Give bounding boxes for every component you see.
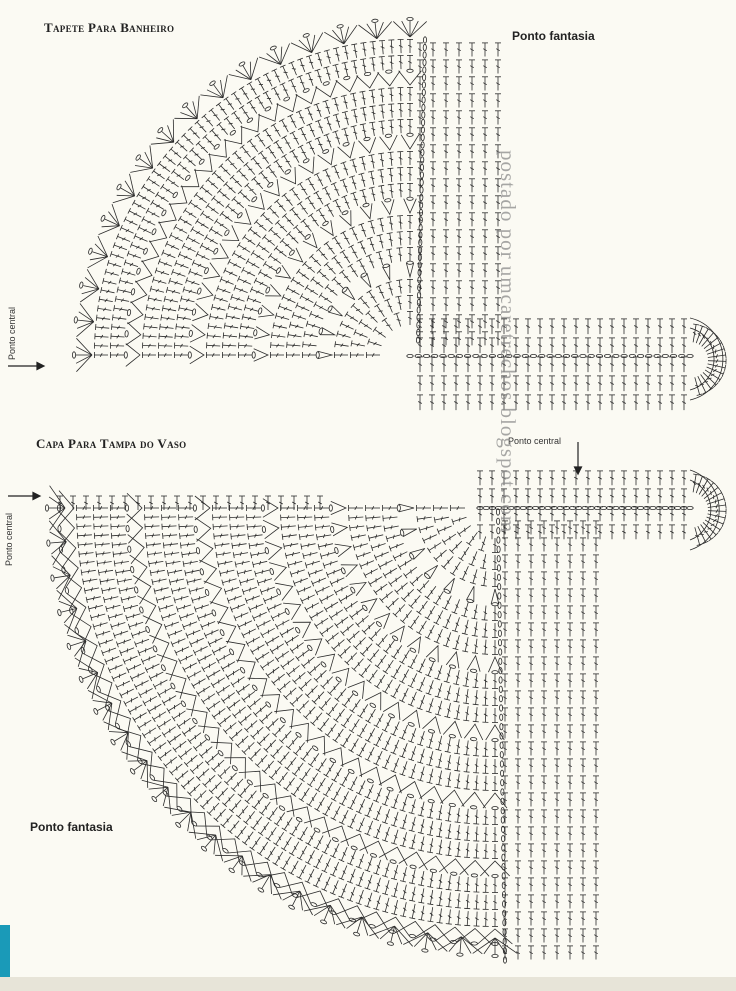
diagram2-title: Capa Para Tampa do Vaso	[36, 436, 187, 451]
diagram1-stitch-label: Ponto fantasia	[512, 29, 595, 43]
diagram2-center-label-side: Ponto central	[4, 512, 14, 566]
diagram2-stitch-label: Ponto fantasia	[30, 820, 113, 834]
bath-mat-crochet-chart	[72, 17, 726, 410]
page-color-tab	[0, 925, 10, 977]
diagram2-center-label: Ponto central	[508, 436, 562, 446]
diagram1-center-label: Ponto central	[7, 306, 17, 360]
diagram1-title: Tapete Para Banheiro	[44, 20, 175, 35]
page-bottom-edge	[0, 977, 736, 991]
watermark-text: postado por umcaretrechos.blogspot.com	[496, 150, 520, 534]
toilet-lid-cover-crochet-chart	[45, 470, 726, 963]
